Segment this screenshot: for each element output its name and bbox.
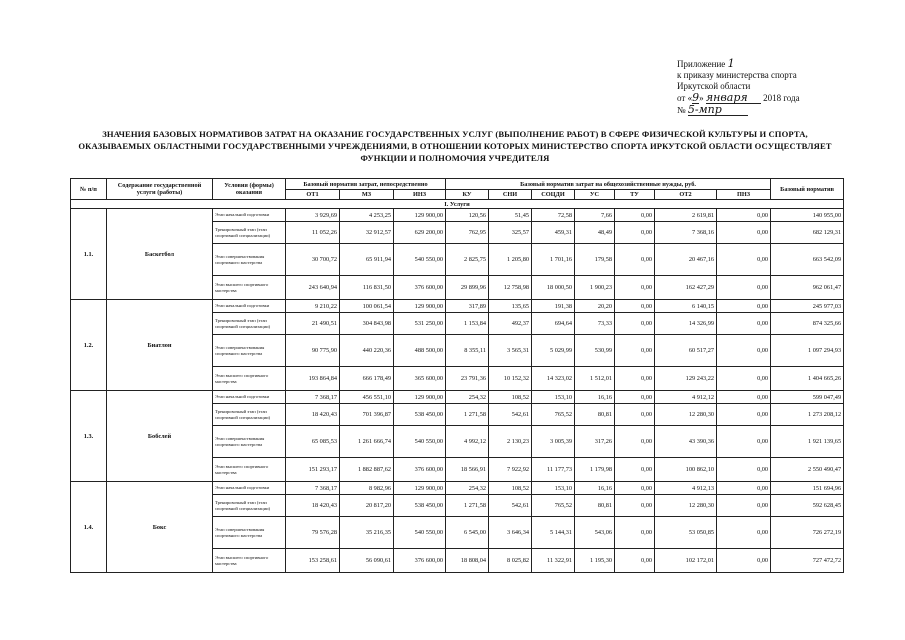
value-cell: 100 862,10 [655, 458, 717, 482]
value-cell: 193 864,84 [286, 367, 340, 391]
group-index: 1.4. [71, 482, 107, 573]
value-cell: 0,00 [717, 300, 771, 313]
value-cell: 108,52 [489, 482, 532, 495]
value-cell: 0,00 [615, 300, 655, 313]
value-cell: 65 085,53 [286, 426, 340, 458]
value-cell: 7 368,17 [286, 391, 340, 404]
value-cell: 0,00 [717, 276, 771, 300]
value-cell: 243 640,94 [286, 276, 340, 300]
value-cell: 153 258,61 [286, 549, 340, 573]
condition-cell: Этап совершенствования спортивного мастерства [213, 335, 286, 367]
value-cell: 701 396,87 [340, 404, 394, 426]
value-cell: 4 253,25 [340, 209, 394, 222]
value-cell: 456 551,10 [340, 391, 394, 404]
value-cell: 0,00 [615, 495, 655, 517]
value-cell: 11 322,91 [532, 549, 575, 573]
base-norm-cell: 1 404 665,26 [771, 367, 844, 391]
value-cell: 325,57 [489, 222, 532, 244]
value-cell: 79 576,28 [286, 517, 340, 549]
value-cell: 73,33 [575, 313, 615, 335]
value-cell: 108,52 [489, 391, 532, 404]
col-content-header: Содержание государственной услуги (работы) [107, 179, 213, 200]
value-cell: 1 512,01 [575, 367, 615, 391]
value-cell: 0,00 [717, 482, 771, 495]
condition-cell: Этап высшего спортивного мастерства [213, 549, 286, 573]
value-cell: 4 912,13 [655, 482, 717, 495]
value-cell: 0,00 [717, 517, 771, 549]
date-month-handwritten: января [706, 92, 761, 104]
condition-cell: Тренировочный этап (этап спортивной специализации) [213, 313, 286, 335]
value-cell: 4 912,12 [655, 391, 717, 404]
value-cell: 162 427,29 [655, 276, 717, 300]
col-subheader: ПНЗ [717, 190, 771, 200]
value-cell: 102 172,01 [655, 549, 717, 573]
service-name: Бобслей [107, 391, 213, 482]
appendix-line1 [677, 58, 877, 70]
value-cell: 5 144,31 [532, 517, 575, 549]
value-cell: 2 130,23 [489, 426, 532, 458]
value-cell: 51,45 [489, 209, 532, 222]
value-cell: 0,00 [615, 209, 655, 222]
value-cell: 0,00 [615, 404, 655, 426]
value-cell: 18 808,04 [446, 549, 489, 573]
base-norm-cell: 727 472,72 [771, 549, 844, 573]
value-cell: 365 600,00 [394, 367, 446, 391]
base-norm-cell: 592 628,45 [771, 495, 844, 517]
value-cell: 16,16 [575, 391, 615, 404]
condition-cell: Этап высшего спортивного мастерства [213, 276, 286, 300]
section-heading: I. Услуги [71, 200, 844, 209]
base-norm-cell: 874 325,66 [771, 313, 844, 335]
condition-cell: Этап начальной подготовки [213, 209, 286, 222]
table-row [71, 300, 844, 313]
value-cell: 0,00 [717, 495, 771, 517]
value-cell: 0,00 [615, 517, 655, 549]
value-cell: 135,65 [489, 300, 532, 313]
value-cell: 29 899,96 [446, 276, 489, 300]
value-cell: 8 025,82 [489, 549, 532, 573]
value-cell: 0,00 [717, 367, 771, 391]
value-cell: 18 000,50 [532, 276, 575, 300]
value-cell: 12 758,98 [489, 276, 532, 300]
value-cell: 56 090,61 [340, 549, 394, 573]
value-cell: 0,00 [717, 335, 771, 367]
col-subheader: МЗ [340, 190, 394, 200]
value-cell: 151 293,17 [286, 458, 340, 482]
value-cell: 0,00 [717, 404, 771, 426]
value-cell: 4 992,12 [446, 426, 489, 458]
value-cell: 1 153,84 [446, 313, 489, 335]
value-cell: 0,00 [615, 391, 655, 404]
title-line-3: ФУНКЦИИ И ПОЛНОМОЧИЯ УЧРЕДИТЕЛЯ [360, 153, 550, 163]
value-cell: 765,52 [532, 404, 575, 426]
value-cell: 5 029,99 [532, 335, 575, 367]
base-norm-cell: 1 273 208,12 [771, 404, 844, 426]
value-cell: 543,06 [575, 517, 615, 549]
value-cell: 1 179,98 [575, 458, 615, 482]
date-mid: » [699, 93, 704, 103]
condition-cell: Этап совершенствования спортивного мастерства [213, 517, 286, 549]
group-index: 1.3. [71, 391, 107, 482]
col-num-header: № п/п [71, 179, 107, 200]
value-cell: 18 420,43 [286, 404, 340, 426]
value-cell: 666 178,49 [340, 367, 394, 391]
value-cell: 3 005,39 [532, 426, 575, 458]
value-cell: 1 271,58 [446, 404, 489, 426]
value-cell: 8 982,96 [340, 482, 394, 495]
col-subheader: ИНЗ [394, 190, 446, 200]
value-cell: 14 326,99 [655, 313, 717, 335]
col-direct-header: Базовый норматив затрат, непосредственно [286, 179, 446, 190]
value-cell: 153,10 [532, 482, 575, 495]
value-cell: 540 550,00 [394, 244, 446, 276]
value-cell: 6 545,00 [446, 517, 489, 549]
value-cell: 376 600,00 [394, 549, 446, 573]
value-cell: 254,32 [446, 482, 489, 495]
value-cell: 120,56 [446, 209, 489, 222]
value-cell: 538 450,00 [394, 404, 446, 426]
value-cell: 459,31 [532, 222, 575, 244]
value-cell: 11 177,73 [532, 458, 575, 482]
col-subheader: СОЦДИ [532, 190, 575, 200]
base-norm-cell: 1 097 294,93 [771, 335, 844, 367]
value-cell: 7 368,17 [286, 482, 340, 495]
condition-cell: Этап начальной подготовки [213, 300, 286, 313]
value-cell: 43 390,36 [655, 426, 717, 458]
value-cell: 153,10 [532, 391, 575, 404]
value-cell: 9 210,22 [286, 300, 340, 313]
value-cell: 21 490,51 [286, 313, 340, 335]
base-norm-cell: 962 061,47 [771, 276, 844, 300]
value-cell: 0,00 [615, 549, 655, 573]
value-cell: 129 900,00 [394, 300, 446, 313]
value-cell: 20 817,20 [340, 495, 394, 517]
value-cell: 1 205,80 [489, 244, 532, 276]
base-norm-cell: 682 129,31 [771, 222, 844, 244]
appendix-block [677, 58, 877, 116]
value-cell: 53 050,85 [655, 517, 717, 549]
col-subheader: СНИ [489, 190, 532, 200]
value-cell: 492,37 [489, 313, 532, 335]
value-cell: 376 600,00 [394, 276, 446, 300]
value-cell: 762,95 [446, 222, 489, 244]
value-cell: 16,16 [575, 482, 615, 495]
col-base-header: Базовый норматив [771, 179, 844, 200]
value-cell: 20 467,16 [655, 244, 717, 276]
value-cell: 3 565,31 [489, 335, 532, 367]
document-title [60, 128, 850, 164]
col-subheader: ОТ1 [286, 190, 340, 200]
value-cell: 30 700,72 [286, 244, 340, 276]
base-norm-cell: 140 955,00 [771, 209, 844, 222]
appendix-order-number [677, 104, 877, 116]
col-subheader: ТУ [615, 190, 655, 200]
value-cell: 0,00 [717, 209, 771, 222]
value-cell: 90 775,90 [286, 335, 340, 367]
date-day-handwritten: 9 [692, 91, 700, 104]
norms-table [70, 178, 844, 573]
value-cell: 0,00 [615, 458, 655, 482]
col-subheader: ОТ2 [655, 190, 717, 200]
value-cell: 376 600,00 [394, 458, 446, 482]
value-cell: 1 195,30 [575, 549, 615, 573]
date-prefix: от « [677, 93, 693, 103]
base-norm-cell: 151 694,96 [771, 482, 844, 495]
value-cell: 8 355,11 [446, 335, 489, 367]
col-subheader: КУ [446, 190, 489, 200]
value-cell: 629 200,00 [394, 222, 446, 244]
value-cell: 23 791,36 [446, 367, 489, 391]
value-cell: 100 061,54 [340, 300, 394, 313]
table-row [71, 209, 844, 222]
value-cell: 12 280,30 [655, 404, 717, 426]
value-cell: 129 243,22 [655, 367, 717, 391]
table-row [71, 482, 844, 495]
value-cell: 0,00 [717, 222, 771, 244]
appendix-line3: Иркутской области [677, 81, 751, 91]
date-year: 2018 года [763, 93, 800, 103]
value-cell: 2 825,75 [446, 244, 489, 276]
value-cell: 129 900,00 [394, 482, 446, 495]
value-cell: 530,99 [575, 335, 615, 367]
value-cell: 0,00 [717, 426, 771, 458]
appendix-number-handwritten: 1 [727, 57, 735, 70]
value-cell: 0,00 [717, 458, 771, 482]
service-name: Бокс [107, 482, 213, 573]
value-cell: 0,00 [615, 222, 655, 244]
base-norm-cell: 726 272,19 [771, 517, 844, 549]
condition-cell: Этап совершенствования спортивного мастерства [213, 244, 286, 276]
value-cell: 0,00 [615, 367, 655, 391]
value-cell: 35 216,35 [340, 517, 394, 549]
value-cell: 765,52 [532, 495, 575, 517]
value-cell: 1 900,23 [575, 276, 615, 300]
service-name: Биатлон [107, 300, 213, 391]
order-number-handwritten: 5-мпр [688, 104, 748, 116]
title-line-2: ОКАЗЫВАЕМЫХ ОБЛАСТНЫМИ ГОСУДАРСТВЕННЫМИ УЧРЕЖДЕНИЯМИ, В ОТНОШЕНИИ КОТОРЫХ МИНИСТЕРСТВО СПОРТА ИРКУТСКОЙ ОБЛАСТИ ОСУЩЕСТВЛЯЕТ [78, 141, 832, 151]
col-general-header: Базовый норматив затрат на общехозяйственные нужды, руб. [446, 179, 771, 190]
value-cell: 6 140,15 [655, 300, 717, 313]
value-cell: 80,81 [575, 495, 615, 517]
condition-cell: Этап высшего спортивного мастерства [213, 458, 286, 482]
base-norm-cell: 245 977,03 [771, 300, 844, 313]
appendix-line2: к приказу министерства спорта [677, 70, 797, 80]
value-cell: 1 271,58 [446, 495, 489, 517]
value-cell: 0,00 [717, 391, 771, 404]
value-cell: 10 152,32 [489, 367, 532, 391]
value-cell: 0,00 [615, 482, 655, 495]
appendix-label: Приложение [677, 59, 726, 69]
value-cell: 72,58 [532, 209, 575, 222]
base-norm-cell: 599 047,49 [771, 391, 844, 404]
value-cell: 540 550,00 [394, 426, 446, 458]
condition-cell: Этап совершенствования спортивного мастерства [213, 426, 286, 458]
value-cell: 304 843,98 [340, 313, 394, 335]
col-subheader: УС [575, 190, 615, 200]
value-cell: 14 323,02 [532, 367, 575, 391]
condition-cell: Этап высшего спортивного мастерства [213, 367, 286, 391]
base-norm-cell: 663 542,09 [771, 244, 844, 276]
value-cell: 3 646,34 [489, 517, 532, 549]
value-cell: 488 500,00 [394, 335, 446, 367]
value-cell: 2 619,81 [655, 209, 717, 222]
value-cell: 0,00 [615, 335, 655, 367]
value-cell: 18 420,43 [286, 495, 340, 517]
condition-cell: Тренировочный этап (этап спортивной специализации) [213, 222, 286, 244]
value-cell: 317,26 [575, 426, 615, 458]
base-norm-cell: 2 550 490,47 [771, 458, 844, 482]
value-cell: 48,49 [575, 222, 615, 244]
value-cell: 129 900,00 [394, 391, 446, 404]
value-cell: 80,81 [575, 404, 615, 426]
group-index: 1.2. [71, 300, 107, 391]
condition-cell: Тренировочный этап (этап спортивной специализации) [213, 404, 286, 426]
value-cell: 20,20 [575, 300, 615, 313]
col-conditions-header: Условия (формы) оказания [213, 179, 286, 200]
value-cell: 12 280,30 [655, 495, 717, 517]
value-cell: 0,00 [717, 313, 771, 335]
value-cell: 7 922,92 [489, 458, 532, 482]
value-cell: 0,00 [615, 313, 655, 335]
value-cell: 531 250,00 [394, 313, 446, 335]
table-body [71, 200, 844, 573]
value-cell: 11 052,26 [286, 222, 340, 244]
value-cell: 0,00 [717, 549, 771, 573]
title-line-1: ЗНАЧЕНИЯ БАЗОВЫХ НОРМАТИВОВ ЗАТРАТ НА ОКАЗАНИЕ ГОСУДАРСТВЕННЫХ УСЛУГ (ВЫПОЛНЕНИЕ РАБОТ) В СФЕРЕ ФИЗИЧЕСКОЙ КУЛЬТУРЫ И СПОРТА, [102, 129, 808, 139]
value-cell: 542,61 [489, 495, 532, 517]
value-cell: 440 220,36 [340, 335, 394, 367]
group-index: 1.1. [71, 209, 107, 300]
table-header [71, 179, 844, 200]
value-cell: 65 911,94 [340, 244, 394, 276]
service-name: Баскетбол [107, 209, 213, 300]
value-cell: 191,38 [532, 300, 575, 313]
value-cell: 540 550,00 [394, 517, 446, 549]
value-cell: 0,00 [615, 426, 655, 458]
value-cell: 317,89 [446, 300, 489, 313]
value-cell: 7 368,16 [655, 222, 717, 244]
value-cell: 116 831,50 [340, 276, 394, 300]
value-cell: 32 912,57 [340, 222, 394, 244]
base-norm-cell: 1 921 139,65 [771, 426, 844, 458]
value-cell: 538 450,00 [394, 495, 446, 517]
value-cell: 3 929,69 [286, 209, 340, 222]
value-cell: 254,32 [446, 391, 489, 404]
value-cell: 0,00 [717, 244, 771, 276]
value-cell: 60 517,27 [655, 335, 717, 367]
condition-cell: Тренировочный этап (этап спортивной специализации) [213, 495, 286, 517]
value-cell: 179,58 [575, 244, 615, 276]
value-cell: 0,00 [615, 244, 655, 276]
value-cell: 0,00 [615, 276, 655, 300]
value-cell: 18 566,91 [446, 458, 489, 482]
value-cell: 1 882 887,62 [340, 458, 394, 482]
order-number-prefix: № [677, 105, 686, 115]
value-cell: 7,66 [575, 209, 615, 222]
condition-cell: Этап начальной подготовки [213, 482, 286, 495]
table-row [71, 391, 844, 404]
value-cell: 1 261 666,74 [340, 426, 394, 458]
value-cell: 1 701,16 [532, 244, 575, 276]
value-cell: 694,64 [532, 313, 575, 335]
value-cell: 542,61 [489, 404, 532, 426]
value-cell: 129 900,00 [394, 209, 446, 222]
condition-cell: Этап начальной подготовки [213, 391, 286, 404]
